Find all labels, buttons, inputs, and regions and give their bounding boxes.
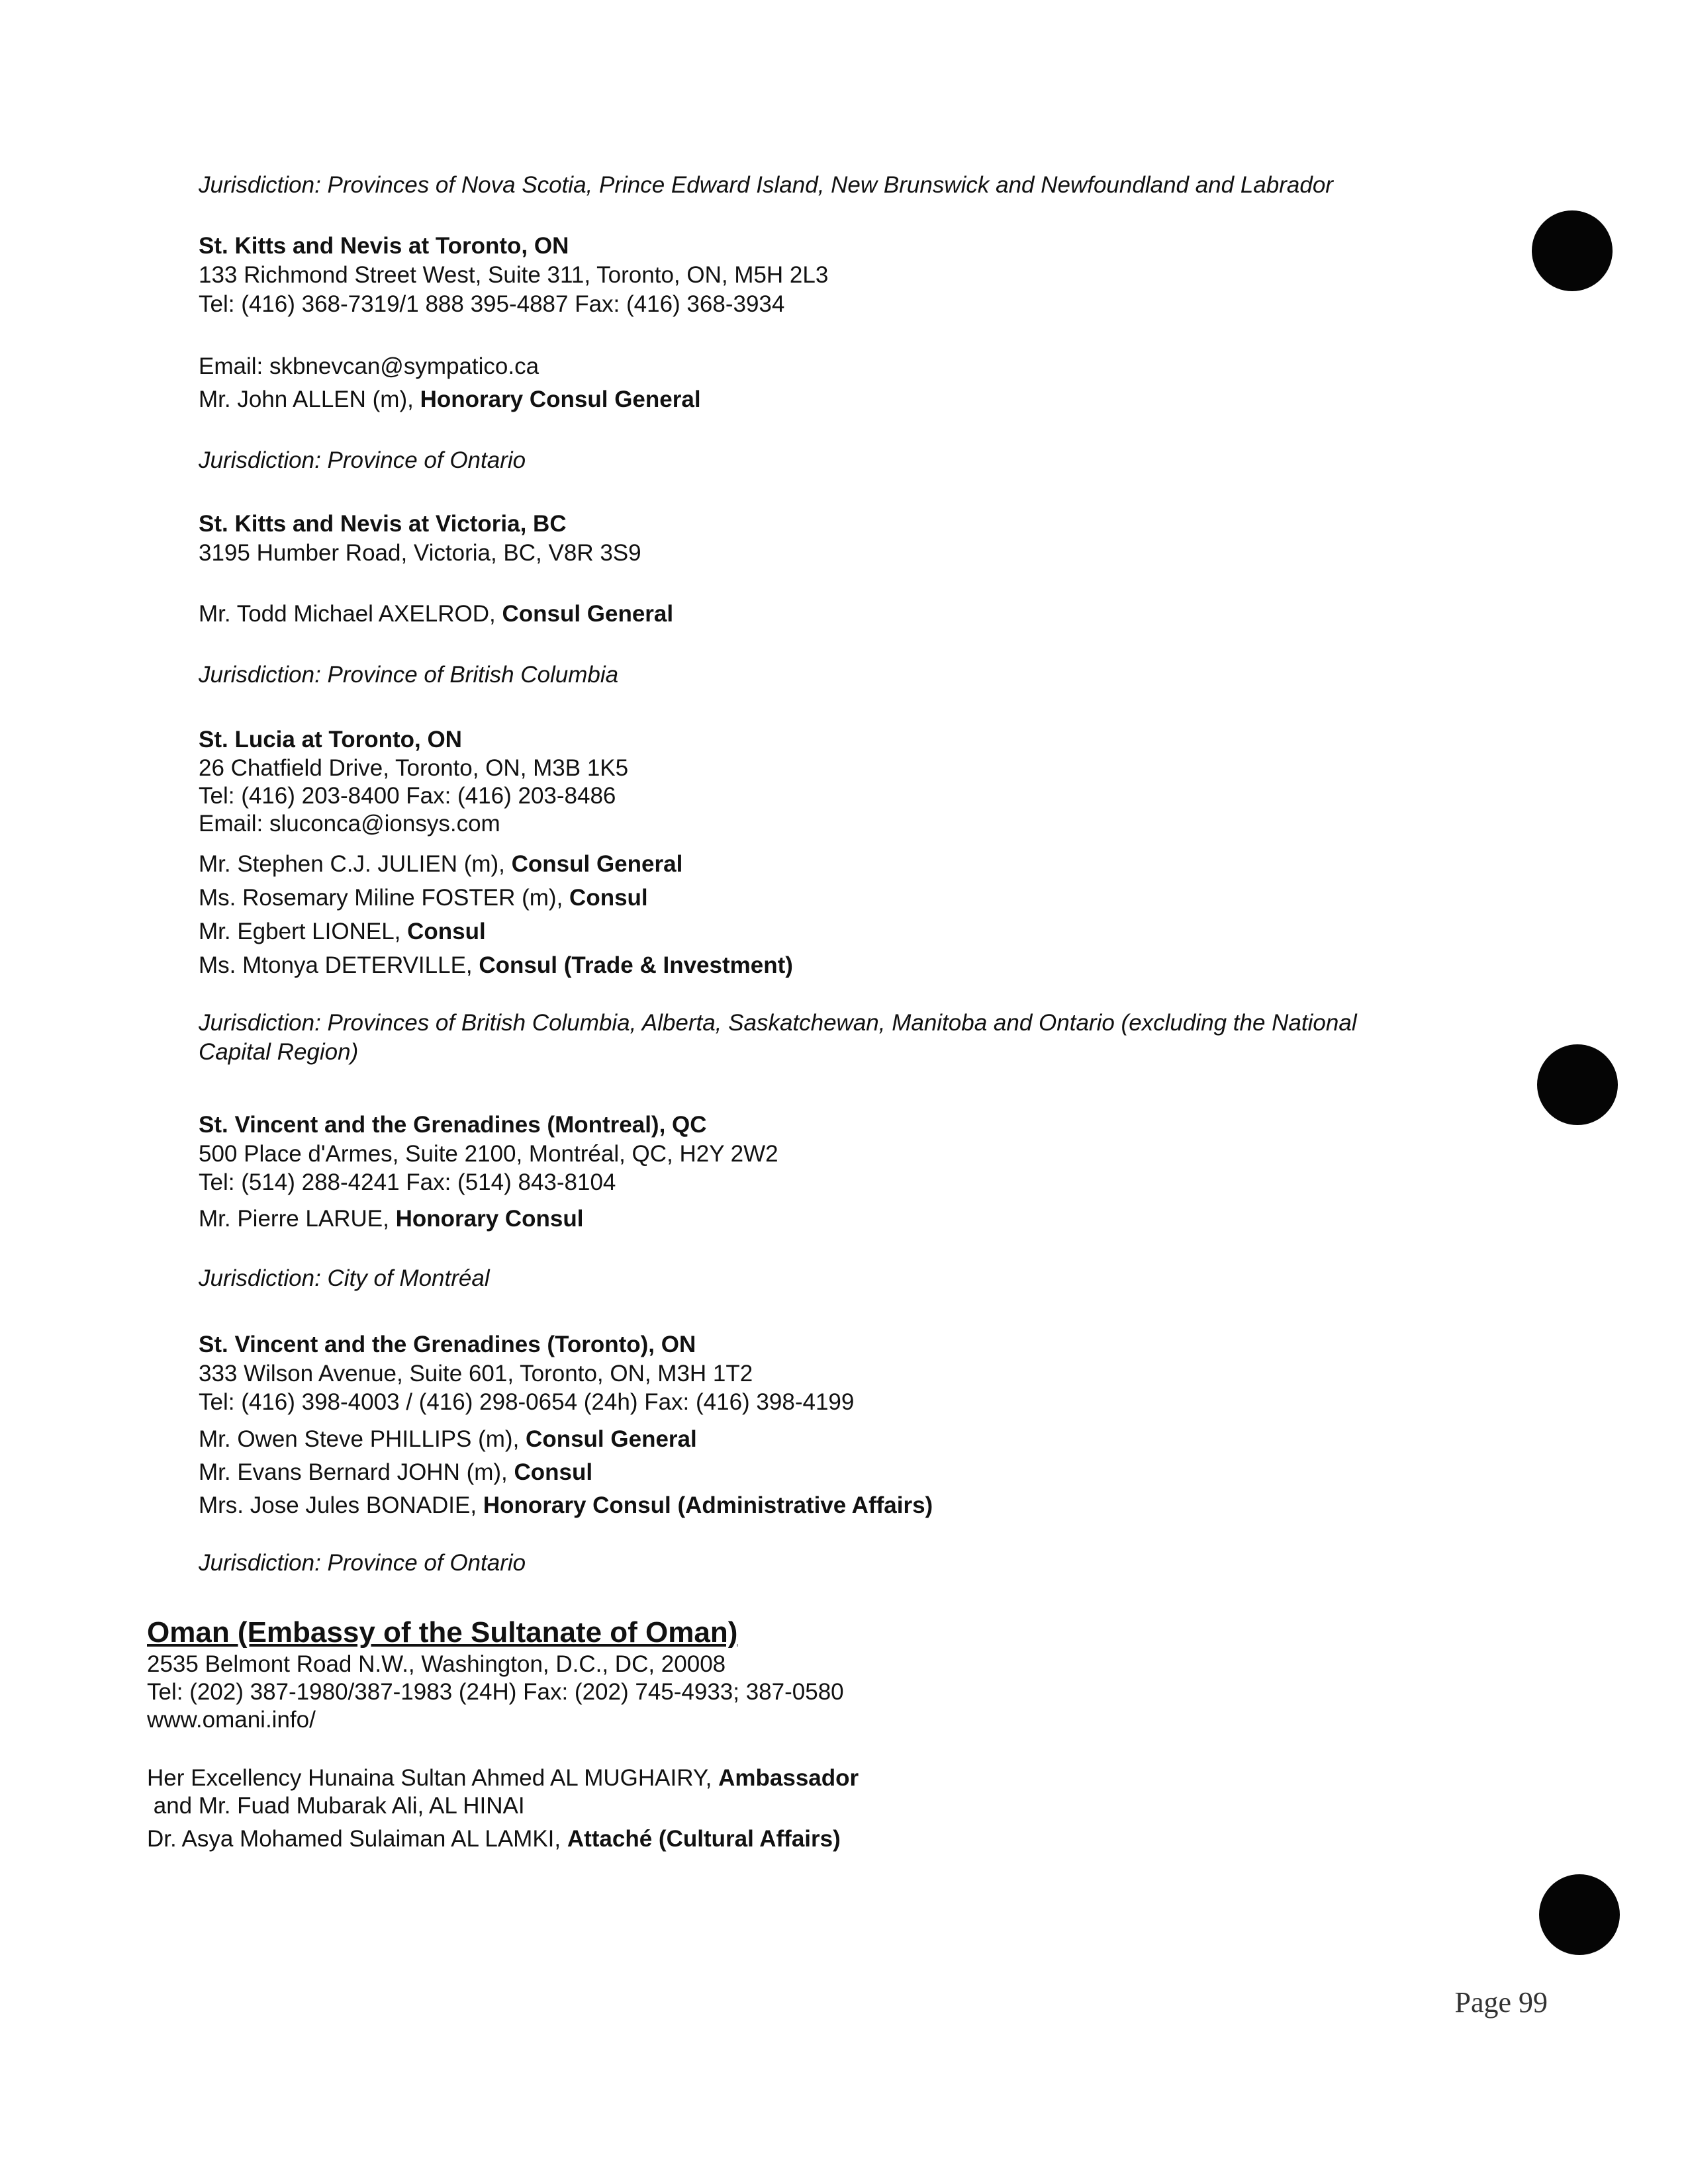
entry-jurisdiction: Jurisdiction: Province of British Columbia <box>199 662 619 688</box>
entry-stvincent-toronto <box>199 1330 1456 1578</box>
jurisdiction-nova-scotia <box>199 171 1456 200</box>
page-number: Page 99 <box>1454 1986 1548 2019</box>
entry-address: 2535 Belmont Road N.W., Washington, D.C., DC, 20008 <box>147 1651 726 1677</box>
entry-email: Email: skbnevcan@sympatico.ca <box>199 353 539 379</box>
person-name: Mr. Egbert LIONEL, <box>199 919 408 944</box>
person-title: Honorary Consul (Administrative Affairs) <box>483 1492 933 1518</box>
person-row <box>147 1764 1405 1792</box>
person-row <box>199 385 1456 414</box>
entry-address: 500 Place d'Armes, Suite 2100, Montréal, QC, H2Y 2W2 <box>199 1141 778 1167</box>
person-name: Ms. Rosemary Miline FOSTER (m), <box>199 885 570 911</box>
entry-heading: St. Kitts and Nevis at Toronto, ON <box>199 233 569 259</box>
person-row <box>147 1823 1405 1856</box>
entry-tel: Tel: (416) 398-4003 / (416) 298-0654 (24h) Fax: (416) 398-4199 <box>199 1389 855 1415</box>
person-title: Consul (Trade & Investment) <box>479 952 793 978</box>
person-name: Mr. John ALLEN (m), <box>199 387 420 412</box>
entry-tel: Tel: (416) 203-8400 Fax: (416) 203-8486 <box>199 783 616 809</box>
entry-oman-embassy <box>147 1615 1405 1856</box>
hole-punch-bottom <box>1539 1874 1620 1955</box>
entry-jurisdiction: Jurisdiction: Provinces of British Columbia, Alberta, Saskatchewan, Manitoba and Ontario (excluding the National <box>199 1010 1357 1036</box>
entry-address: 3195 Humber Road, Victoria, BC, V8R 3S9 <box>199 540 641 566</box>
person-name: Mrs. Jose Jules BONADIE, <box>199 1492 483 1518</box>
person-title: Consul <box>407 919 486 944</box>
entry-tel: Tel: (202) 387-1980/387-1983 (24H) Fax: (202) 745-4933; 387-0580 <box>147 1679 844 1705</box>
person-name: Dr. Asya Mohamed Sulaiman AL LAMKI, <box>147 1826 567 1852</box>
person-name: Mr. Stephen C.J. JULIEN (m), <box>199 851 512 877</box>
person-title: Consul General <box>502 601 674 627</box>
entry-heading: St. Vincent and the Grenadines (Toronto), ON <box>199 1332 696 1357</box>
entry-address: 333 Wilson Avenue, Suite 601, Toronto, ON, M3H 1T2 <box>199 1361 753 1387</box>
person-title: Honorary Consul <box>395 1206 584 1232</box>
entry-address: 133 Richmond Street West, Suite 311, Toronto, ON, M5H 2L3 <box>199 262 829 288</box>
person-row <box>199 600 1456 629</box>
person-name: Mr. Todd Michael AXELROD, <box>199 601 502 627</box>
entry-jurisdiction: Jurisdiction: Province of Ontario <box>199 1550 526 1576</box>
country-heading: Oman (Embassy of the Sultanate of Oman) <box>147 1616 738 1649</box>
entry-website: www.omani.info/ <box>147 1707 316 1733</box>
person-row <box>199 948 1456 982</box>
person-title: Consul <box>569 885 648 911</box>
entry-tel: Tel: (416) 368-7319/1 888 395-4887 Fax: (416) 368-3934 <box>199 291 785 317</box>
entry-address: 26 Chatfield Drive, Toronto, ON, M3B 1K5 <box>199 755 629 781</box>
person-name: Mr. Owen Steve PHILLIPS (m), <box>199 1426 526 1452</box>
entry-heading: St. Vincent and the Grenadines (Montreal), QC <box>199 1112 707 1138</box>
entry-stvincent-montreal <box>199 1111 1456 1293</box>
person-row <box>199 847 1456 881</box>
person-title: Attaché (Cultural Affairs) <box>567 1826 841 1852</box>
person-name: Mr. Pierre LARUE, <box>199 1206 396 1232</box>
person-title: Ambassador <box>718 1765 859 1791</box>
person-row <box>199 1423 1456 1456</box>
person-row <box>199 881 1456 915</box>
entry-jurisdiction-cont: Capital Region) <box>199 1039 359 1065</box>
entry-stkitts-victoria <box>199 510 1456 690</box>
entry-stlucia-toronto <box>199 725 1456 1067</box>
hole-punch-top <box>1532 210 1613 291</box>
person-name: Her Excellency Hunaina Sultan Ahmed AL MUGHAIRY, <box>147 1765 719 1791</box>
person-row <box>199 915 1456 948</box>
entry-heading: St. Lucia at Toronto, ON <box>199 727 462 752</box>
entry-jurisdiction: Jurisdiction: Province of Ontario <box>199 447 526 473</box>
person-title: Consul General <box>526 1426 697 1452</box>
spouse-row: and Mr. Fuad Mubarak Ali, AL HINAI <box>147 1793 525 1819</box>
person-row <box>199 1489 1456 1522</box>
hole-punch-middle <box>1537 1044 1618 1125</box>
jurisdiction-text: Jurisdiction: Provinces of Nova Scotia, Prince Edward Island, New Brunswick and Newfoundland and Labrador <box>199 172 1333 198</box>
person-title: Consul <box>514 1459 593 1485</box>
person-name: Ms. Mtonya DETERVILLE, <box>199 952 479 978</box>
entry-email: Email: sluconca@ionsys.com <box>199 811 500 837</box>
person-row <box>199 1456 1456 1489</box>
entry-heading: St. Kitts and Nevis at Victoria, BC <box>199 511 567 537</box>
person-row <box>199 1205 1456 1234</box>
person-title: Honorary Consul General <box>420 387 701 412</box>
entry-tel: Tel: (514) 288-4241 Fax: (514) 843-8104 <box>199 1169 616 1195</box>
entry-stkitts-toronto <box>199 232 1456 475</box>
person-title: Consul General <box>511 851 683 877</box>
person-name: Mr. Evans Bernard JOHN (m), <box>199 1459 514 1485</box>
entry-jurisdiction: Jurisdiction: City of Montréal <box>199 1265 490 1291</box>
